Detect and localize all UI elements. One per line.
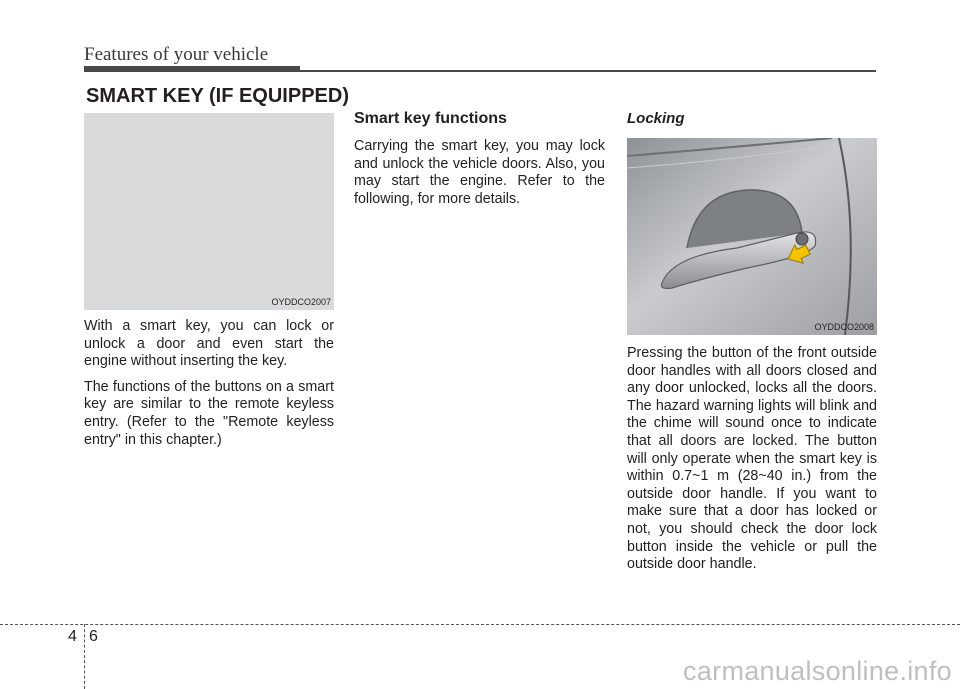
header-rule-thick xyxy=(84,66,300,72)
smart-key-figure xyxy=(84,113,334,310)
paragraph: With a smart key, you can lock or unlock a door and even start the engine without inserting the key. xyxy=(84,318,334,370)
footer-divider xyxy=(0,624,960,625)
footer-vertical-divider xyxy=(84,624,85,689)
subsection-heading: Locking xyxy=(627,110,685,127)
middle-column xyxy=(354,110,605,216)
door-handle-illustration xyxy=(627,138,877,335)
chapter-number: 4 xyxy=(68,628,77,645)
watermark: carmanualsonline.info xyxy=(683,656,952,686)
paragraph: Pressing the button of the front outside door handles with all doors closed and any door unlocked, locks all the doors. The hazard warning lights will blink and the chime will sound once to indicate that all doors are locked. The button will only operate when the smart key is within 0.7~1 m (28~40 in.) from the outside door handle. If you want to make sure that a door has locked or not, you should check the door lock button inside the vehicle or pull the outside door handle. xyxy=(627,345,877,573)
page-header-title: Features of your vehicle xyxy=(84,44,269,65)
left-column xyxy=(84,113,334,457)
figure-code: OYDDCO2007 xyxy=(271,297,331,307)
header-rule-thin xyxy=(300,70,876,72)
subsection-heading: Smart key functions xyxy=(354,110,507,127)
right-column xyxy=(627,110,877,582)
paragraph: Carrying the smart key, you may lock and unlock the vehicle doors. Also, you may start the engine. Refer to the following, for more details. xyxy=(354,138,605,207)
figure-code: OYDDCO2008 xyxy=(814,322,874,332)
paragraph: The functions of the buttons on a smart key are similar to the remote keyless entry. (Refer to the "Remote keyless entry" in this chapter.) xyxy=(84,378,334,448)
section-title: SMART KEY (IF EQUIPPED) xyxy=(86,85,349,107)
page-number: 6 xyxy=(89,628,98,645)
door-handle-figure xyxy=(627,138,877,335)
